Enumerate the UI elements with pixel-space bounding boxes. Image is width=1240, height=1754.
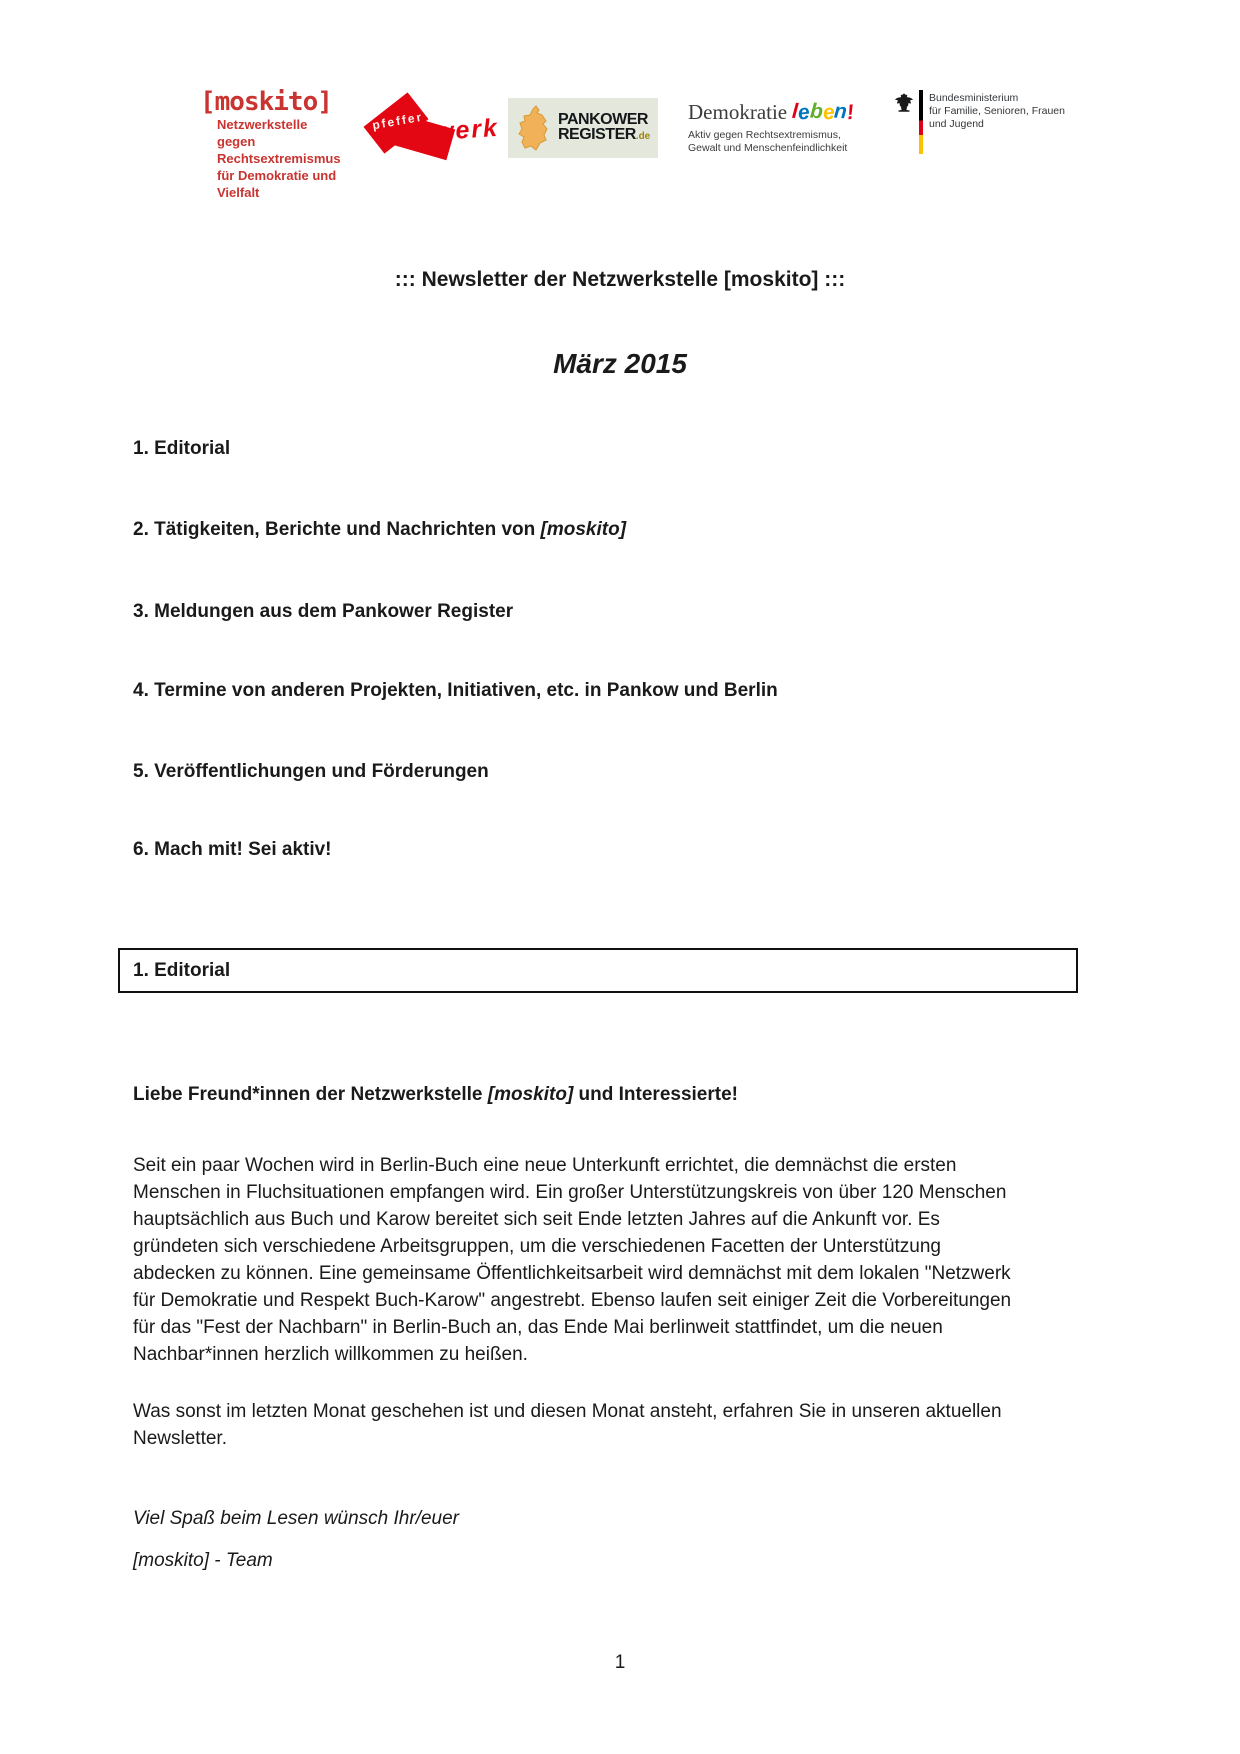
flag-stripe-icon	[919, 90, 923, 154]
pankower-register-logo	[508, 98, 658, 158]
demokratie-subtitle-2: Gewalt und Menschenfeindlichkeit	[688, 142, 848, 154]
federal-eagle-icon	[893, 92, 915, 118]
pankower-tld: .de	[635, 131, 651, 142]
logo-strip	[0, 0, 1240, 200]
pfefferwerk-overlay-text: pfeffer	[371, 109, 425, 133]
toc-item-taetigkeiten: 2. Tätigkeiten, Berichte und Nachrichten von [moskito]	[133, 519, 627, 540]
editorial-greeting: Liebe Freund*innen der Netzwerkstelle [moskito] und Interessierte!	[133, 1084, 738, 1105]
moskito-inline: [moskito]	[487, 1084, 574, 1105]
bundesministerium-logo	[893, 90, 1083, 154]
newsletter-title: ::: Newsletter der Netzwerkstelle [moskito] :::	[394, 268, 846, 291]
bundesministerium-text	[929, 92, 1065, 154]
leben-letter: e	[796, 100, 812, 125]
demokratie-subtitle-1: Aktiv gegen Rechtsextremismus,	[688, 129, 841, 141]
toc-item-veroeffentlichungen: 5. Veröffentlichungen und Förderungen	[133, 761, 489, 782]
demokratie-leben-wordmark	[688, 100, 873, 125]
toc-item-editorial: 1. Editorial	[133, 438, 231, 459]
demokratie-leben-logo	[688, 100, 873, 155]
leben-letter: b	[809, 99, 824, 124]
bm-line-2: für Familie, Senioren, Frauen	[929, 105, 1065, 117]
moskito-logo	[200, 88, 380, 201]
moskito-tagline-3: für Demokratie und Vielfalt	[217, 168, 337, 200]
leben-letter: n	[833, 99, 849, 124]
toc-item-meldungen: 3. Meldungen aus dem Pankower Register	[133, 601, 514, 622]
pankower-line1: PANKOWER	[558, 111, 648, 128]
moskito-tagline-2: gegen Rechtsextremismus	[217, 134, 341, 166]
pankower-line2: REGISTER	[558, 126, 636, 143]
page-number: 1	[614, 1652, 626, 1673]
toc-item-machmit: 6. Mach mit! Sei aktiv!	[133, 839, 332, 860]
issue-date: März 2015	[553, 348, 687, 379]
editorial-signoff-line: Viel Spaß beim Lesen wünsch Ihr/euer	[133, 1508, 459, 1529]
editorial-signoff-team: [moskito] - Team	[133, 1550, 273, 1571]
editorial-paragraph-1: Seit ein paar Wochen wird in Berlin-Buch eine neue Unterkunft errichtet, die demnächst die ersten Menschen in Fluchsituationen empfangen wird. Ein großer Unterstützungskreis von über 120 Menschen hauptsächlich aus Buch und Karow bereitet sich seit Ende letzten Jahres auf die Ankunft vor. Es gründeten sich verschiedene Arbeitsgruppen, um die verschiedenen Facetten der Unterstützung abdecken zu können. Eine gemeinsame Öffentlichkeitsarbeit wird demnächst mit dem lokalen "Netzwerk für Demokratie und Respekt Buch-Karow" angestrebt. Ebenso laufen seit einiger Zeit die Vorbereitungen für das "Fest der Nachbarn" in Berlin-Buch an, das Ende Mai berlinweit stattfindet, um die neuen Nachbar*innen herzlich willkommen zu heißen.	[133, 1155, 1012, 1365]
leben-letter: e	[821, 100, 836, 125]
moskito-tagline-1: Netzwerkstelle	[217, 117, 308, 132]
leben-letter: l	[791, 99, 800, 124]
toc-item-termine: 4. Termine von anderen Projekten, Initiativen, etc. in Pankow und Berlin	[133, 680, 778, 701]
pfefferwerk-logo	[362, 88, 500, 168]
editorial-paragraph-2: Was sonst im letzten Monat geschehen ist und diesen Monat ansteht, erfahren Sie in unseren aktuellen Newsletter.	[133, 1401, 1002, 1449]
bm-line-3: und Jugend	[929, 118, 984, 130]
moskito-wordmark: [moskito]	[200, 87, 332, 117]
section-header-editorial	[118, 948, 1078, 993]
section-header-label: 1. Editorial	[133, 959, 231, 981]
leben-letter: !	[846, 100, 856, 125]
pankow-map-icon	[514, 104, 554, 152]
bm-line-1: Bundesministerium	[929, 92, 1019, 104]
demokratie-word: Demokratie	[688, 100, 793, 124]
pfefferwerk-wordmark: werk	[433, 113, 500, 147]
pankower-register-wordmark	[558, 112, 650, 144]
